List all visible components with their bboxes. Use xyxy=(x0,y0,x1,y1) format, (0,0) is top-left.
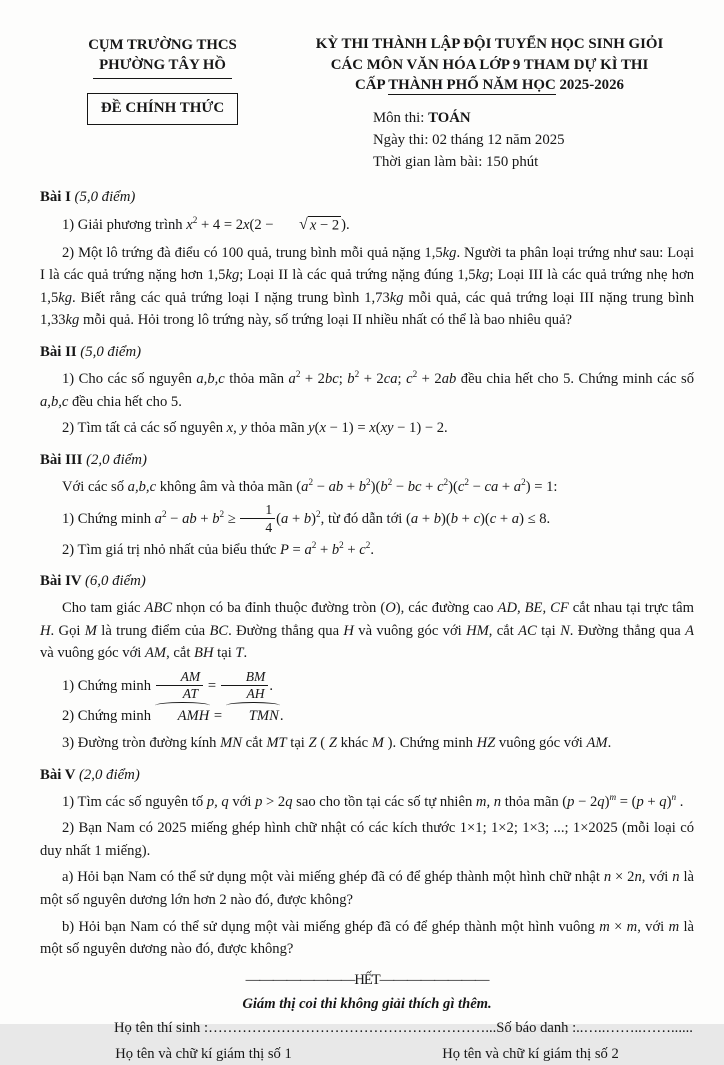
subject-line: Môn thi: TOÁN xyxy=(373,109,471,126)
problem-paragraph: 1) Chứng minh $a^2$ − ab + $b^2$ ≥ $\frac{1}{4}$ $(a + b)^2$, từ đó dẫn tới (a + b)(b + c)(c + a) ≤ 8. xyxy=(62,502,551,535)
problem-paragraph: 2) Chứng minh AMH = TMN. xyxy=(40,705,694,728)
candidate-line xyxy=(40,1017,694,1040)
angle-arc: TMN xyxy=(226,705,280,728)
exam-title-line2: CÁC MÔN VĂN HÓA LỚP 9 THAM DỰ KÌ THI xyxy=(330,56,649,73)
header-title-block xyxy=(285,34,694,173)
problem xyxy=(40,764,694,961)
math-group: $(p - 2q)^m = (p + q)^n$ . xyxy=(562,791,684,810)
math-group: $P = a^2 + b^2 + c^2$. xyxy=(279,539,375,558)
problem-heading: Bài IV (6,0 điểm) xyxy=(40,573,146,590)
angle-arc: AMH xyxy=(155,705,211,728)
math-group: (a + b)(b + c)(c + a) ≤ 8. xyxy=(406,511,551,528)
problem-paragraph: 2) Bạn Nam có 2025 miếng ghép hình chữ nhật có các kích thước 1×1; 1×2; 1×3; ...; 1×2025 (mỗi loại có duy nhất 1 miếng). xyxy=(40,820,694,859)
problem-heading: Bài I (5,0 điểm) xyxy=(40,189,136,206)
official-exam-box: ĐỀ CHÍNH THỨC xyxy=(87,93,238,125)
math-group: ($a^2$ − ab + $b^2)(b^2$ − bc + $c^2)(c^2$ − ca + $a^2) = 1$: xyxy=(296,476,558,495)
math-group: $x^2 + 4 = 2x(2$ − √ x − 2 ). xyxy=(186,217,349,233)
seat-number-label: Số báo danh : xyxy=(496,1020,577,1037)
duration-line: Thời gian làm bài: 150 phút xyxy=(373,154,539,171)
exam-title-line3: CẤP THÀNH PHỐ NĂM HỌC 2025-2026 xyxy=(355,77,624,94)
problem-paragraph: Với các số a,b,c không âm và thỏa mãn ($a^2$ − ab + $b^2)(b^2$ − bc + $c^2)(c^2$ − ca + $a^2) = 1$: xyxy=(62,476,558,495)
math-group: $a^2$ − ab + $b^2$ ≥ $\frac{1}{4}$ $(a + b)^2$ xyxy=(154,502,321,535)
candidate-name-dots: …………………………………………………... xyxy=(208,1020,497,1037)
fraction: $\frac{1}{4}$ xyxy=(240,502,275,534)
problem-heading: Bài III (2,0 điểm) xyxy=(40,451,147,468)
problem-paragraph: 2) Tìm giá trị nhỏ nhất của biểu thức $P = a^2 + b^2 + c^2$. xyxy=(62,539,375,558)
org-name-line1: CỤM TRƯỜNG THCS xyxy=(88,37,237,53)
header-org-block xyxy=(40,34,285,125)
problem-heading: Bài V (2,0 điểm) xyxy=(40,766,140,783)
problem-paragraph: 1) Cho các số nguyên a,b,c thỏa mãn $a^2 + 2bc$; $b^2 + 2ca$; $c^2 + 2ab$ đều chia hết cho 5. Chứng minh các số a,b,c đều chia hết cho 5. xyxy=(40,369,694,410)
problem-paragraph: 2) Một lô trứng đà điểu có 100 quả, trung bình mỗi quả nặng 1,5kg. Người ta phân loại trứng như sau: Loại I là các quả trứng nặng hơn 1,5kg; Loại II là các quả trứng nặng đúng 1,5kg; Loại III là các quả trứng nhẹ hơn 1,5kg. Biết rằng các quả trứng loại I nặng trung bình 1,73kg mỗi quả, các quả trứng loại III nặng trung bình 1,33kg mỗi quả. Hỏi trong lô trứng này, số trứng loại II nhiều nhất có thể là bao nhiêu quả? xyxy=(40,244,695,329)
problem-heading: Bài II (5,0 điểm) xyxy=(40,344,142,361)
math-group: y(x − 1) = x(xy − 1) − 2. xyxy=(308,420,448,437)
end-divider: ————————HẾT———————— xyxy=(245,971,489,988)
problem-paragraph: a) Hỏi bạn Nam có thể sử dụng một vài miếng ghép đã có để ghép thành một hình chữ nhật n × 2n, với n là một số nguyên dương lớn hơn 2 nào đó, được không? xyxy=(40,869,694,909)
math-group: p > 2q xyxy=(255,793,293,810)
problem-paragraph: 2) Tìm tất cả các số nguyên x, y thỏa mãn y(x − 1) = x(xy − 1) − 2. xyxy=(62,420,448,437)
org-name-line2: PHƯỜNG TÂY HỒ xyxy=(93,56,232,79)
exam-title-line1: KỲ THI THÀNH LẬP ĐỘI TUYỂN HỌC SINH GIỎI xyxy=(315,36,664,52)
date-line: Ngày thi: 02 tháng 12 năm 2025 xyxy=(373,131,565,148)
proctor-note: Giám thị coi thi không giải thích gì thêm. xyxy=(242,995,492,1012)
problem-paragraph: 1) Chứng minh $\frac{AM}{AT}$ = $\frac{BM}{AH}$ . xyxy=(62,669,274,702)
problem-paragraph: Cho tam giác ABC nhọn có ba đỉnh thuộc đường tròn (O), các đường cao AD, BE, CF cắt nhau tại trực tâm H. Gọi M là trung điểm của BC. Đường thẳng qua H và vuông góc với HM, cắt AC tại N. Đường thẳng qua A và vuông góc với AM, cắt BH tại T. xyxy=(40,600,694,662)
problems xyxy=(40,186,694,961)
fraction: $\frac{AM}{AT}$ xyxy=(156,669,204,701)
exam-info-block xyxy=(373,107,694,174)
subject-name: TOÁN xyxy=(428,109,471,126)
proctor-signature-row xyxy=(40,1043,694,1065)
problem-paragraph: 1) Tìm các số nguyên tố p, q với p > 2q sao cho tồn tại các số tự nhiên m, n thỏa mãn $(p - 2q)^m = (p + q)^n$ . xyxy=(62,791,684,810)
fraction: $\frac{BM}{AH}$ xyxy=(221,669,269,701)
math-group: m × m xyxy=(599,918,638,935)
problem-paragraph: 3) Đường tròn đường kính MN cắt MT tại Z ( Z khác M ). Chứng minh HZ vuông góc với AM. xyxy=(62,735,612,752)
problem-paragraph: 1) Giải phương trình $x^2 + 4 = 2x(2$ − √ x − 2 ). xyxy=(40,213,694,237)
candidate-name-label: Họ tên thí sinh : xyxy=(114,1020,209,1037)
problem xyxy=(40,570,694,754)
seat-number-dots: ..…..……..……...... xyxy=(576,1020,693,1037)
proctor2-label: Họ tên và chữ kí giám thị số 2 xyxy=(442,1045,619,1062)
problem xyxy=(40,186,694,332)
footer xyxy=(40,969,694,1065)
radical: √ x − 2 xyxy=(299,216,340,234)
math-group: n × 2n xyxy=(603,869,642,886)
header xyxy=(40,34,694,173)
problem xyxy=(40,341,694,440)
proctor1-label: Họ tên và chữ kí giám thị số 1 xyxy=(115,1045,292,1062)
problem-paragraph: b) Hỏi bạn Nam có thể sử dụng một vài miếng ghép đã có để ghép thành một hình vuông m × m, với m là một số nguyên dương nào đó, được không? xyxy=(40,918,694,958)
problem xyxy=(40,449,694,562)
math-group: $\frac{AM}{AT}$ = $\frac{BM}{AH}$ . xyxy=(155,678,273,694)
math-group: $a^2 + 2bc$; $b^2 + 2ca$; $c^2 + 2ab$ xyxy=(288,369,457,387)
